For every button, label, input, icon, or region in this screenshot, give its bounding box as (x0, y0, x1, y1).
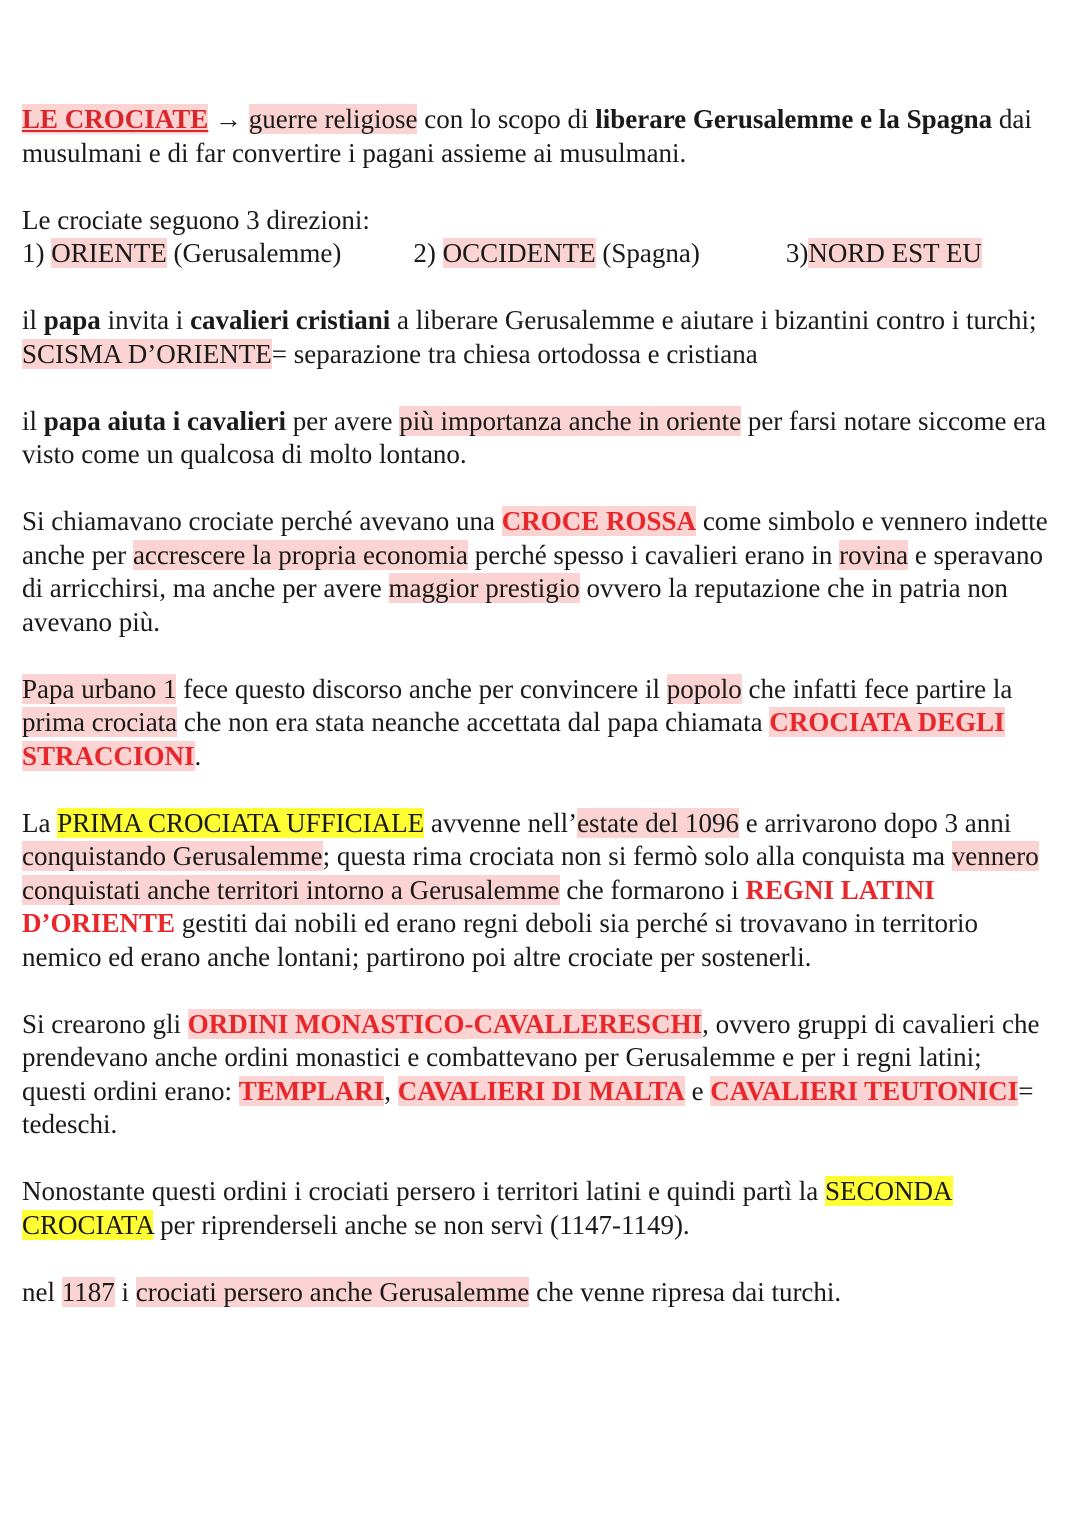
ordini-paragraph (22, 1008, 1052, 1142)
highlight: 1187 (61, 1276, 115, 1307)
document-body (22, 103, 1052, 1343)
direction-occidente: OCCIDENTE (442, 238, 596, 268)
text: a liberare Gerusalemme e aiutare i bizantini contro i turchi; (390, 305, 1037, 335)
text: il (22, 405, 44, 436)
direction-oriente: ORIENTE (51, 238, 167, 268)
bold-text: cavalieri cristiani (190, 305, 391, 335)
arrow: → (208, 104, 249, 134)
highlight: vennero conquistati anche territori intorno a Gerusalemme (22, 841, 1039, 905)
text: invita i (100, 305, 191, 335)
highlight: maggior prestigio (388, 573, 580, 603)
text: nel (22, 1276, 62, 1307)
prima-crociata-paragraph (22, 807, 1052, 975)
red-keyword: CROCE ROSSA (501, 506, 697, 536)
text: avvenne nell’ (424, 807, 578, 838)
highlight: più importanza anche in oriente (399, 405, 742, 436)
text: = tedeschi. (22, 1075, 1034, 1139)
bold-text: papa aiuta i cavalieri (43, 405, 287, 436)
yellow-highlight: SECONDA CROCIATA (22, 1176, 953, 1240)
text: = separazione tra chiesa ortodossa e cristiana (271, 338, 758, 369)
direction-number: 1) (22, 238, 52, 268)
red-keyword: ORDINI MONASTICO-CAVALLERESCHI (187, 1008, 703, 1039)
direction-nord-est: NORD EST EU (808, 238, 982, 268)
directions-list (22, 238, 982, 268)
highlight: prima crociata (22, 707, 178, 737)
papa-aiuta-paragraph (22, 405, 1052, 472)
direction-number: 2) (413, 238, 443, 268)
text: perché spesso i cavalieri erano in (467, 539, 840, 570)
directions-intro: Le crociate seguono 3 direzioni: (22, 204, 370, 235)
text: dai musulmani e di far convertire i pagani assieme ai musulmani. (22, 104, 1032, 168)
text: che venne ripresa dai turchi. (529, 1276, 842, 1307)
text: , (384, 1075, 398, 1106)
text: con lo scopo di (417, 104, 596, 134)
text: La (22, 807, 58, 838)
bold-text: liberare Gerusalemme e la Spagna (595, 104, 993, 134)
highlight: guerre religiose (248, 104, 418, 134)
croce-rossa-paragraph (22, 505, 1052, 639)
text: (Spagna) (595, 238, 700, 268)
text: per avere (286, 405, 400, 436)
highlight: Papa urbano 1 (22, 673, 177, 704)
page-title: LE CROCIATE (22, 104, 209, 134)
red-keyword: REGNI LATINI D’ORIENTE (22, 874, 935, 938)
text: come simbolo e vennero indette anche per (22, 506, 1048, 570)
text: ovvero la reputazione che in patria non avevano più. (22, 573, 1008, 637)
directions-paragraph (22, 204, 1052, 271)
text: e (684, 1075, 711, 1106)
text: . (194, 740, 202, 771)
text: che non era stata neanche accettata dal papa chiamata (177, 707, 770, 737)
text: Si crearono gli (22, 1008, 188, 1039)
text: (Gerusalemme) (166, 238, 342, 268)
yellow-highlight: PRIMA CROCIATA UFFICIALE (57, 807, 425, 838)
text: , ovvero gruppi di cavalieri che prendevano anche ordini monastici e combattevano per Gerusalemme e per i regni latini; questi ordini erano: (22, 1008, 1040, 1106)
highlight: SCISMA D’ORIENTE (22, 338, 272, 369)
text: ; questa rima crociata non si fermò solo alla conquista ma (322, 841, 952, 871)
text: e speravano di arricchirsi, ma anche per avere (22, 539, 1043, 603)
urbano-paragraph (22, 673, 1052, 774)
red-keyword: TEMPLARI (238, 1075, 385, 1106)
red-keyword: CAVALIERI DI MALTA (397, 1075, 685, 1106)
highlight: conquistando Gerusalemme (22, 841, 323, 871)
text: i (114, 1276, 136, 1307)
red-keyword: CROCIATA DEGLI STRACCIONI (22, 707, 1005, 771)
text: Nonostante questi ordini i crociati persero i territori latini e quindi partì la (22, 1176, 826, 1206)
text: Si chiamavano crociate perché avevano una (22, 506, 502, 536)
papa-paragraph (22, 304, 1052, 371)
text: per farsi notare siccome era visto come un qualcosa di molto lontano. (22, 405, 1047, 469)
bold-text: papa (43, 305, 101, 335)
direction-number: 3) (785, 238, 809, 268)
text: gestiti dai nobili ed erano regni deboli sia perché si trovavano in territorio nemico ed erano anche lontani; partirono poi altre crociate per sostenerli. (22, 908, 979, 972)
highlight: rovina (839, 539, 909, 570)
highlight: popolo (666, 673, 742, 704)
text: fece questo discorso anche per convincere il (176, 673, 667, 704)
text: per riprenderseli anche se non servì (1147-1149). (153, 1209, 690, 1240)
text: che infatti fece partire la (741, 673, 1013, 704)
red-keyword: CAVALIERI TEUTONICI (710, 1075, 1019, 1106)
highlight: estate del 1096 (577, 807, 740, 838)
text: e arrivarono dopo 3 anni (739, 807, 1012, 838)
intro-paragraph (22, 103, 1052, 170)
text: che formarono i (559, 874, 746, 905)
text: il (22, 305, 44, 335)
highlight: crociati persero anche Gerusalemme (135, 1276, 530, 1307)
gerusalemme-persa-paragraph (22, 1276, 1052, 1310)
seconda-crociata-paragraph (22, 1175, 1052, 1242)
highlight: accrescere la propria economia (132, 539, 468, 570)
